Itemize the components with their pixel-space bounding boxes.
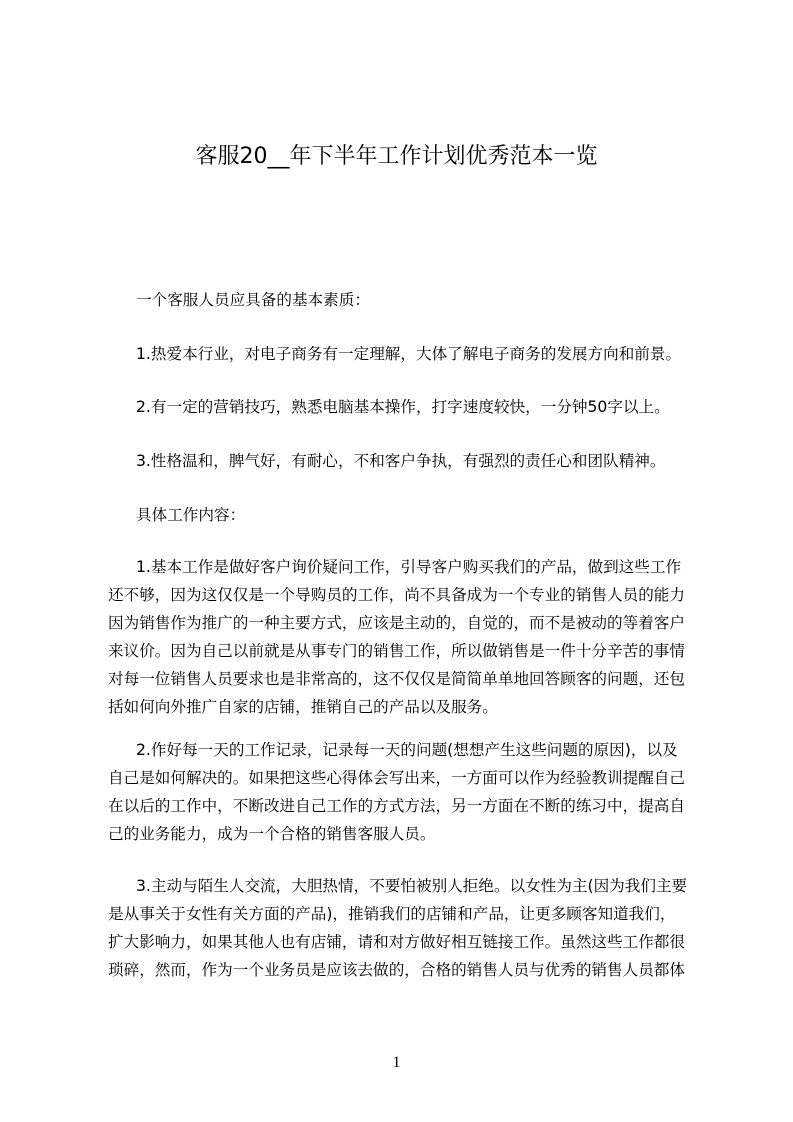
intro-paragraph: 一个客服人员应具备的基本素质： xyxy=(136,291,370,309)
paragraph-line: 3.主动与陌生人交流，大胆热情，不要怕被别人拒绝。以女性为主(因为我们主要 xyxy=(136,877,688,895)
paragraph-line: 1.基本工作是做好客户询价疑问工作，引导客户购买我们的产品，做到这些工作 xyxy=(136,558,682,576)
quality-item: 1.热爱本行业，对电子商务有一定理解，大体了解电子商务的发展方向和前景。 xyxy=(136,345,682,363)
paragraph-line: 因为销售作为推广的一种主要方式，应该是主动的，自觉的，而不是被动的等着客户 xyxy=(108,614,685,632)
work-item-2 xyxy=(108,736,685,848)
content-heading: 具体工作内容： xyxy=(136,506,246,524)
paragraph-line: 自己是如何解决的。如果把这些心得体会写出来，一方面可以作为经验教训提醒自己 xyxy=(108,769,685,787)
quality-item: 3.性格温和，脾气好，有耐心，不和客户争执，有强烈的责任心和团队精神。 xyxy=(136,452,666,470)
paragraph-line: 来议价。因为自己以前就是从事专门的销售工作，所以做销售是一件十分辛苦的事情 xyxy=(108,642,685,660)
page-title: 客服20__年下半年工作计划优秀范本一览 xyxy=(195,144,598,169)
work-item-1 xyxy=(108,553,685,721)
paragraph-line: 琐碎，然而，作为一个业务员是应该去做的，合格的销售人员与优秀的销售人员都体 xyxy=(108,961,685,979)
paragraph-line: 括如何向外推广自家的店铺，推销自己的产品以及服务。 xyxy=(108,698,498,716)
paragraph-line: 是从事关于女性有关方面的产品)，推销我们的店铺和产品，让更多顾客知道我们， xyxy=(108,905,676,923)
quality-item: 2.有一定的营销技巧，熟悉电脑基本操作，打字速度较快，一分钟50字以上。 xyxy=(136,398,670,416)
paragraph-line: 还不够，因为这仅仅是一个导购员的工作，尚不具备成为一个专业的销售人员的能力 xyxy=(108,586,685,604)
paragraph-line: 扩大影响力，如果其他人也有店铺，请和对方做好相互链接工作。虽然这些工作都很 xyxy=(108,933,685,951)
page-number: 1 xyxy=(392,1054,401,1071)
paragraph-line: 对每一位销售人员要求也是非常高的，这不仅仅是简简单单地回答顾客的问题，还包 xyxy=(108,670,685,688)
paragraph-line: 2.作好每一天的工作记录，记录每一天的问题(想想产生这些问题的原因)，以及 xyxy=(136,741,678,759)
work-item-3 xyxy=(108,872,687,984)
paragraph-line: 在以后的工作中，不断改进自己工作的方式方法，另一方面在不断的练习中，提高自 xyxy=(108,797,685,815)
paragraph-line: 己的业务能力，成为一个合格的销售客服人员。 xyxy=(108,825,436,843)
